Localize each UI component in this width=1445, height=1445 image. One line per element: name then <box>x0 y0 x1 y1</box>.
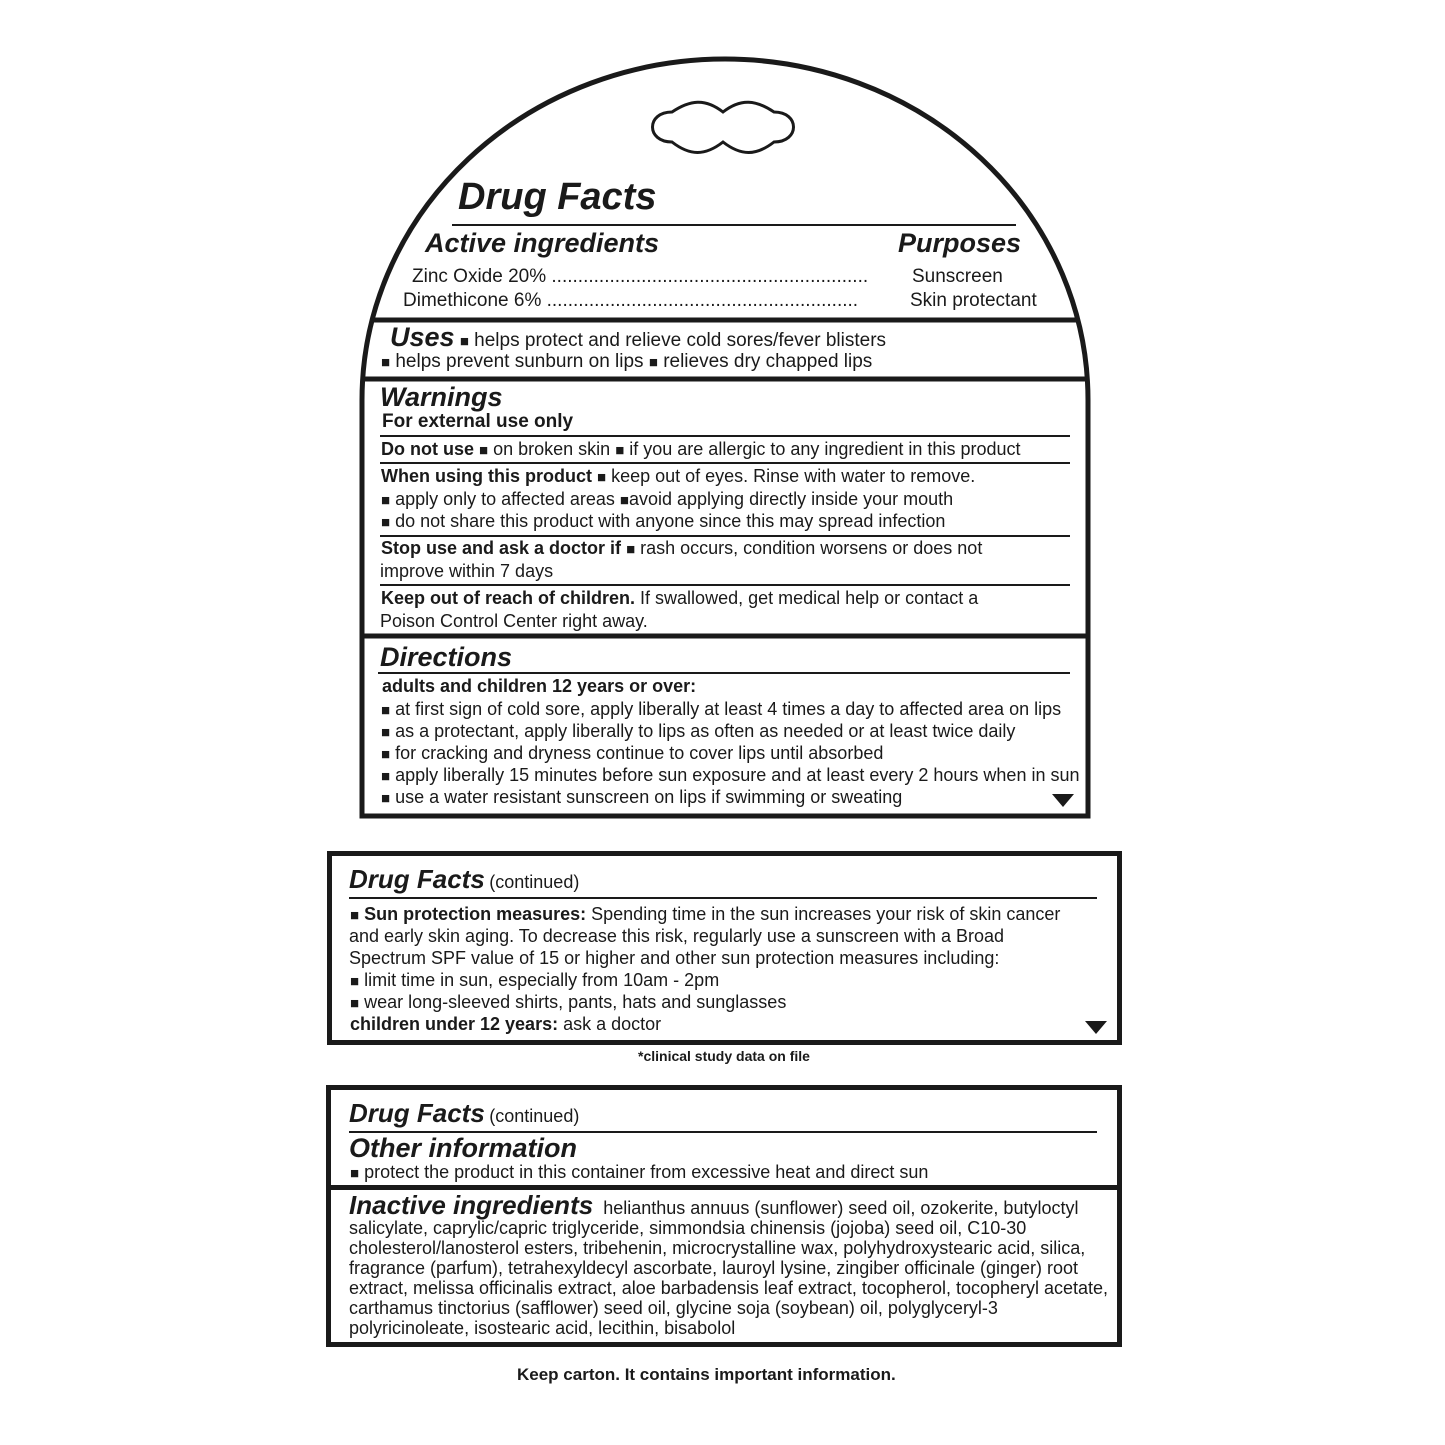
stop-use-line: Stop use and ask a doctor if ■ rash occurs, condition worsens or does not <box>381 538 983 558</box>
bullet-icon: ■ <box>459 333 469 350</box>
directions-subheading: adults and children 12 years or over: <box>382 676 697 696</box>
panel2-title-row <box>349 864 579 895</box>
inactive-ingredients-line: salicylate, caprylic/capric triglyceride, simmondsia chinensis (jojoba) seed oil, C10-30 <box>349 1218 1027 1238</box>
bullet-icon: ■ <box>381 724 391 741</box>
sun-protection-line: and early skin aging. To decrease this risk, regularly use a sunscreen with a Broad <box>349 926 1005 946</box>
bullet-icon: ■ <box>615 442 625 459</box>
inactive-ingredients-heading: Inactive ingredients <box>349 1190 594 1220</box>
inactive-ingredients-line: extract, melissa officinalis extract, aloe barbadensis leaf extract, tocopherol, tocopheryl acetate, <box>349 1278 1109 1298</box>
continued-panel-1 <box>327 851 1122 1045</box>
bullet-icon: ■ <box>648 354 658 371</box>
children-line: children under 12 years: ask a doctor <box>350 1014 662 1034</box>
bullet-icon: ■ <box>381 492 391 509</box>
bullet-icon: ■ <box>350 973 360 990</box>
continue-arrow-icon <box>1052 794 1074 807</box>
inactive-ingredients-line: cholesterol/lanosterol esters, tribehenin, microcrystalline wax, polyhydroxystearic acid, silica, <box>349 1238 1086 1258</box>
stop-use-line: improve within 7 days <box>380 561 554 581</box>
active-ingredients-heading: Active ingredients <box>425 228 660 258</box>
keep-out-line: Poison Control Center right away. <box>380 611 648 631</box>
sun-protection-item: ■ wear long-sleeved shirts, pants, hats and sunglasses <box>350 992 787 1012</box>
bullet-icon: ■ <box>381 702 391 719</box>
when-using-line: When using this product ■ keep out of eyes. Rinse with water to remove. <box>381 466 976 486</box>
panel1-title: Drug Facts <box>458 176 657 218</box>
ingredient-row: Zinc Oxide 20% ............................................................ <box>412 266 869 287</box>
sun-protection-line: Spectrum SPF value of 15 or higher and other sun protection measures including: <box>349 948 1000 968</box>
footer-note: Keep carton. It contains important information. <box>517 1365 896 1384</box>
external-use-label: For external use only <box>382 411 574 432</box>
bullet-icon: ■ <box>350 995 360 1012</box>
uses-section: Uses ■ helps protect and relieve cold sores/fever blisters <box>390 322 887 352</box>
continued-panel-2 <box>326 1085 1122 1347</box>
when-using-line: ■ apply only to affected areas ■avoid applying directly inside your mouth <box>381 489 954 509</box>
ingredient-purpose: Skin protectant <box>910 290 1037 311</box>
bullet-icon: ■ <box>626 541 636 558</box>
directions-item: ■ use a water resistant sunscreen on lips if swimming or sweating <box>381 787 903 807</box>
bullet-icon: ■ <box>381 746 391 763</box>
warnings-heading: Warnings <box>380 382 503 412</box>
keep-out-line: Keep out of reach of children. If swallowed, get medical help or contact a <box>381 588 979 608</box>
sun-protection-line: ■ Sun protection measures: Spending time in the sun increases your risk of skin cancer <box>350 904 1061 924</box>
when-using-line: ■ do not share this product with anyone since this may spread infection <box>381 511 946 531</box>
purposes-heading: Purposes <box>898 228 1022 258</box>
ingredient-row: Dimethicone 6% ........................................................... <box>403 290 859 311</box>
bullet-icon: ■ <box>597 469 607 486</box>
continued-label: (continued) <box>489 872 580 892</box>
directions-item: ■ as a protectant, apply liberally to lips as often as needed or at least twice daily <box>381 721 1016 741</box>
continue-arrow-icon <box>1084 1020 1108 1036</box>
sun-protection-item: ■ limit time in sun, especially from 10am - 2pm <box>350 970 720 990</box>
uses-line: ■ helps prevent sunburn on lips ■ relieves dry chapped lips <box>381 351 873 372</box>
bullet-icon: ■ <box>381 514 391 531</box>
continued-label: (continued) <box>489 1106 580 1126</box>
bullet-icon: ■ <box>381 768 391 785</box>
footnote: *clinical study data on file <box>638 1048 810 1064</box>
other-information-item: ■ protect the product in this container from excessive heat and direct sun <box>350 1162 929 1182</box>
inactive-ingredients-line: carthamus tinctorius (safflower) seed oil, glycine soja (soybean) oil, polyglyceryl-3 <box>349 1298 998 1318</box>
directions-item: ■ at first sign of cold sore, apply liberally at least 4 times a day to affected area on lips <box>381 699 1062 719</box>
uses-heading: Uses <box>390 322 455 352</box>
bullet-icon: ■ <box>381 790 391 807</box>
bullet-icon: ■ <box>479 442 489 459</box>
panel2-title: Drug Facts <box>349 864 485 894</box>
directions-item: ■ for cracking and dryness continue to cover lips until absorbed <box>381 743 884 763</box>
bullet-icon: ■ <box>619 492 629 509</box>
do-not-use-line: Do not use ■ on broken skin ■ if you are allergic to any ingredient in this product <box>381 439 1021 459</box>
panel3-title: Drug Facts <box>349 1098 485 1128</box>
panel3-title-row <box>349 1098 579 1129</box>
ingredient-purpose: Sunscreen <box>912 266 1003 287</box>
inactive-ingredients-line: polyricinoleate, isostearic acid, lecithin, bisabolol <box>349 1318 736 1338</box>
directions-heading: Directions <box>380 642 513 672</box>
inactive-ingredients-line: Inactive ingredients helianthus annuus (sunflower) seed oil, ozokerite, butyloctyl <box>349 1190 1079 1220</box>
directions-item: ■ apply liberally 15 minutes before sun exposure and at least every 2 hours when in sun <box>381 765 1080 785</box>
bullet-icon: ■ <box>350 907 360 924</box>
inactive-ingredients-line: fragrance (parfum), tetrahexyldecyl ascorbate, lauroyl lysine, zingiber officinale (ginger) root <box>349 1258 1079 1278</box>
hang-hole <box>653 102 794 152</box>
other-information-heading: Other information <box>349 1133 577 1163</box>
bullet-icon: ■ <box>350 1165 360 1182</box>
bullet-icon: ■ <box>381 354 391 371</box>
divider <box>349 897 1097 899</box>
